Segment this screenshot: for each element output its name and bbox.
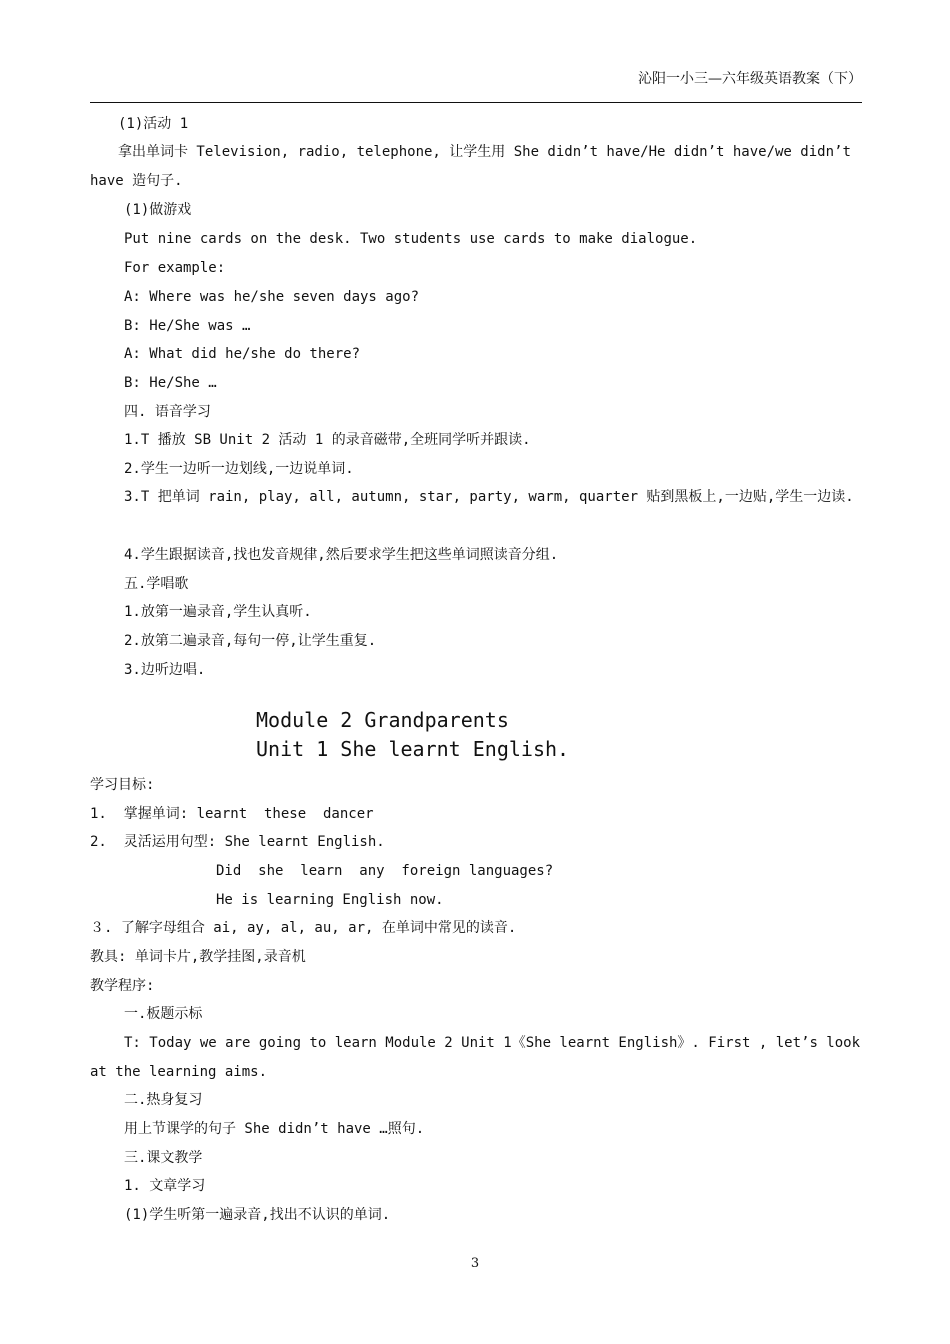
step1-heading: 一.板题示标 (124, 1006, 203, 1022)
goal-1: 1. 掌握单词: learnt these dancer (90, 806, 374, 822)
section4-item: 2.学生一边听一边划线,一边说单词. (124, 461, 354, 477)
section5-item: 3.边听边唱. (124, 662, 206, 678)
activity1-text: 拿出单词卡 Television, radio, telephone, 让学生用 She didn’t have/He didn’t have/we didn’t have 造句子. (90, 144, 851, 189)
module-title: Module 2 Grandparents (256, 708, 509, 732)
dialogue-line: A: What did he/she do there? (124, 346, 361, 362)
step1-text: T: Today we are going to learn Module 2 Unit 1《She learnt English》. First , let’s look at the learning aims. (90, 1035, 861, 1080)
step2-text: 用上节课学的句子 She didn’t have …照句. (124, 1121, 425, 1137)
section5-heading: 五.学唱歌 (124, 576, 189, 592)
section5-item: 2.放第二遍录音,每句一停,让学生重复. (124, 633, 377, 649)
goal-3: ３. 了解字母组合 ai, ay, al, au, ar, 在单词中常见的读音. (90, 920, 517, 936)
procedure-heading: 教学程序: (90, 978, 155, 994)
goals-heading: 学习目标: (90, 777, 155, 793)
unit-title: Unit 1 She learnt English. (256, 737, 570, 761)
section4-item: 4.学生跟据读音,找也发音规律,然后要求学生把这些单词照读音分组. (124, 547, 559, 563)
activity1-heading: (1)活动 1 (118, 116, 189, 132)
page-number: 3 (470, 1256, 480, 1271)
goal-2-sub: He is learning English now. (216, 892, 444, 908)
game-heading: (1)做游戏 (124, 202, 192, 218)
goal-2: 2. 灵活运用句型: She learnt English. (90, 834, 385, 850)
section4-item: 3.T 把单词 rain, play, all, autumn, star, party, warm, quarter 贴到黑板上,一边贴,学生一边读. (124, 489, 854, 505)
header-rule (90, 102, 862, 103)
section4-heading: 四. 语音学习 (124, 404, 211, 420)
section5-item: 1.放第一遍录音,学生认真听. (124, 604, 312, 620)
section4-item: 1.T 播放 SB Unit 2 活动 1 的录音磁带,全班同学听并跟读. (124, 432, 531, 448)
page-header: 沁阳一小三—六年级英语教案（下） (638, 71, 862, 87)
step3-sub: (1)学生听第一遍录音,找出不认识的单词. (124, 1207, 391, 1223)
goal-2-sub: Did she learn any foreign languages? (216, 863, 554, 879)
game-line-2: For example: (124, 260, 226, 276)
dialogue-line: B: He/She was … (124, 318, 251, 334)
dialogue-line: B: He/She … (124, 375, 217, 391)
step3-sub: 1. 文章学习 (124, 1178, 206, 1194)
step3-heading: 三.课文教学 (124, 1150, 203, 1166)
teaching-tools: 教具: 单词卡片,教学挂图,录音机 (90, 949, 306, 965)
game-line-1: Put nine cards on the desk. Two students use cards to make dialogue. (124, 231, 698, 247)
step2-heading: 二.热身复习 (124, 1092, 203, 1108)
dialogue-line: A: Where was he/she seven days ago? (124, 289, 420, 305)
